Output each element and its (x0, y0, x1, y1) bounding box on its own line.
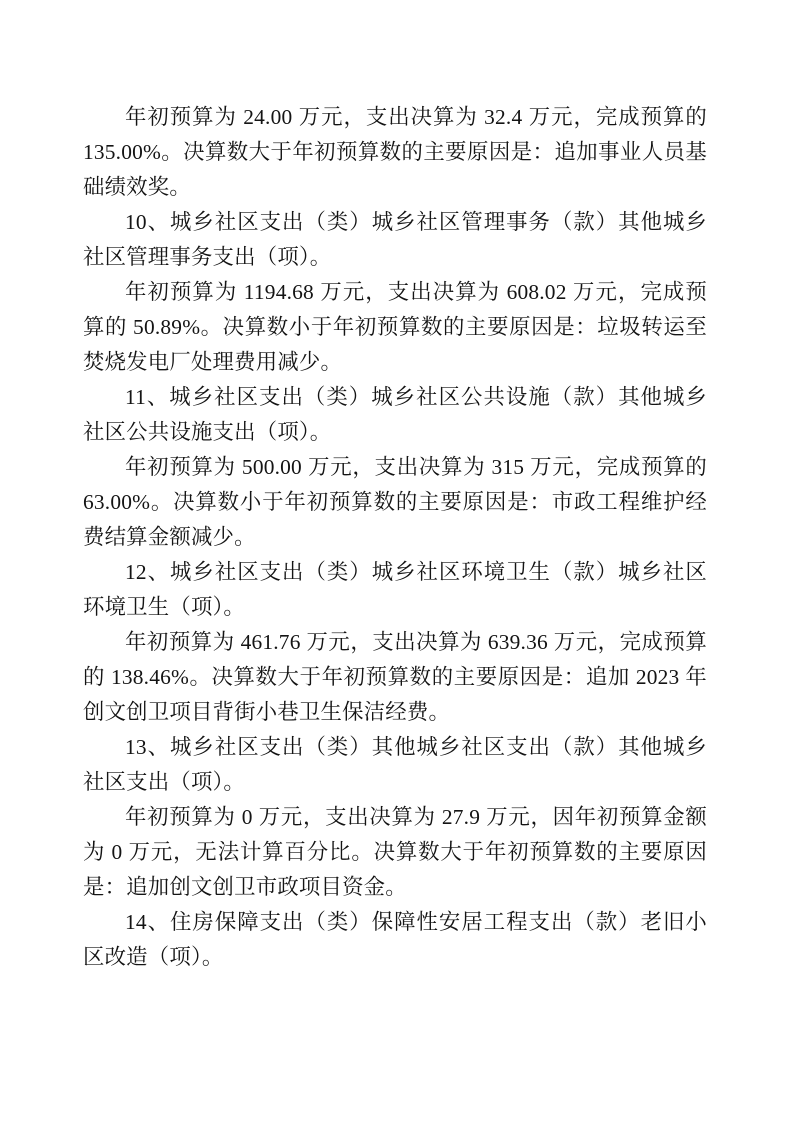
paragraph-budget-detail-11: 年初预算为 500.00 万元，支出决算为 315 万元，完成预算的 63.00%。决算数小于年初预算数的主要原因是：市政工程维护经费结算金额减少。 (83, 455, 707, 549)
paragraph-budget-detail-9: 年初预算为 24.00 万元，支出决算为 32.4 万元，完成预算的 135.00%。决算数大于年初预算数的主要原因是：追加事业人员基础绩效奖。 (83, 105, 707, 199)
paragraph-item-heading-11: 11、城乡社区支出（类）城乡社区公共设施（款）其他城乡社区公共设施支出（项）。 (83, 385, 707, 444)
paragraph-item-heading-12: 12、城乡社区支出（类）城乡社区环境卫生（款）城乡社区环境卫生（项）。 (83, 560, 707, 619)
paragraph-budget-detail-12: 年初预算为 461.76 万元，支出决算为 639.36 万元，完成预算的 138.46%。决算数大于年初预算数的主要原因是：追加 2023 年创文创卫项目背街小巷卫生保洁经费。 (83, 630, 707, 724)
paragraph-item-heading-10: 10、城乡社区支出（类）城乡社区管理事务（款）其他城乡社区管理事务支出（项）。 (83, 210, 707, 269)
paragraph-budget-detail-10: 年初预算为 1194.68 万元，支出决算为 608.02 万元，完成预算的 50.89%。决算数小于年初预算数的主要原因是：垃圾转运至焚烧发电厂处理费用减少。 (83, 280, 707, 374)
paragraph-item-heading-14: 14、住房保障支出（类）保障性安居工程支出（款）老旧小区改造（项）。 (83, 910, 707, 969)
document-body (83, 100, 707, 975)
paragraph-item-heading-13: 13、城乡社区支出（类）其他城乡社区支出（款）其他城乡社区支出（项）。 (83, 735, 707, 794)
paragraph-budget-detail-13: 年初预算为 0 万元，支出决算为 27.9 万元，因年初预算金额为 0 万元，无法计算百分比。决算数大于年初预算数的主要原因是：追加创文创卫市政项目资金。 (83, 805, 707, 899)
